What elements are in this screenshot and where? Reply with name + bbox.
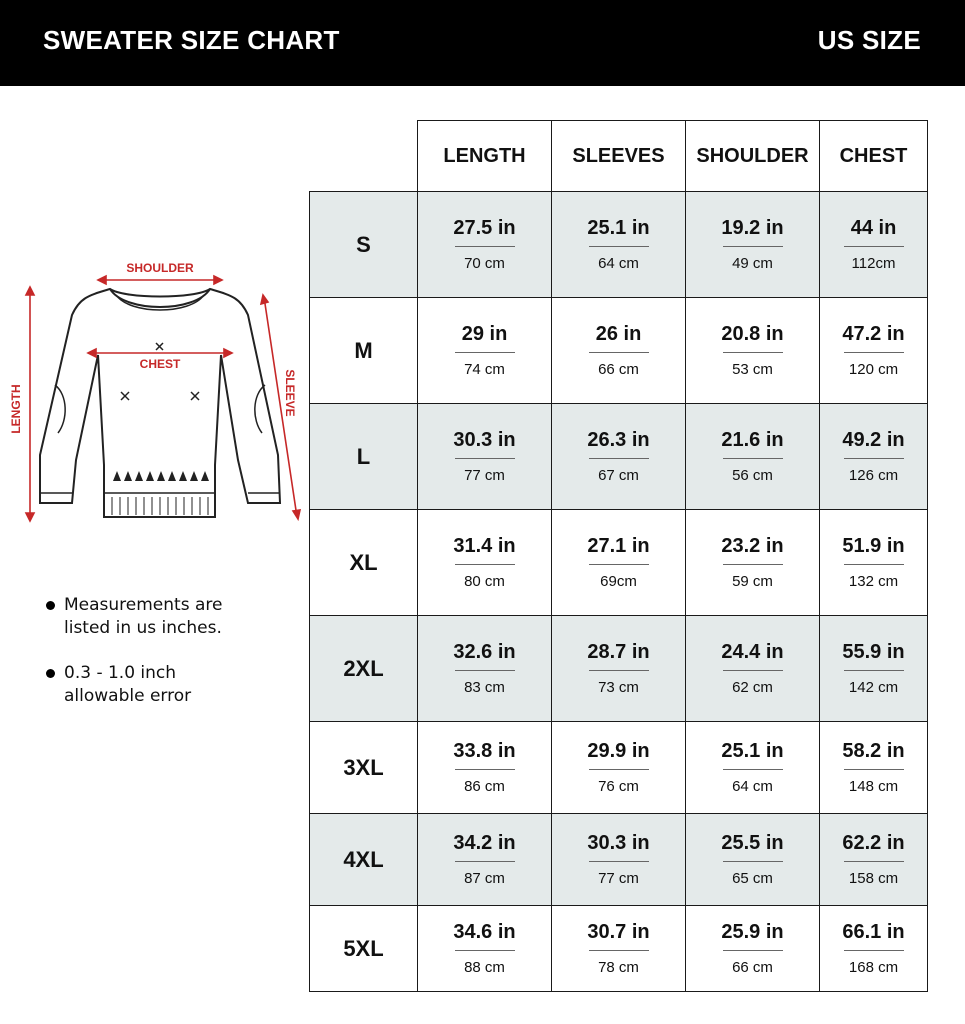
value-divider — [455, 458, 515, 459]
measurement-cell-length — [418, 906, 552, 992]
value-divider — [723, 950, 783, 951]
note-text: 0.3 - 1.0 inch allowable error — [64, 663, 192, 706]
size-label: 5XL — [310, 906, 418, 992]
sleeve-label: SLEEVE — [283, 369, 297, 417]
table-row — [310, 192, 928, 298]
table-header-row — [310, 121, 928, 192]
cm-value: 76 cm — [598, 778, 639, 795]
cm-value: 49 cm — [732, 255, 773, 272]
cm-value: 77 cm — [598, 870, 639, 887]
inches-value: 58.2 in — [842, 740, 905, 762]
note-item — [44, 662, 304, 708]
measurement-cell-length — [418, 192, 552, 298]
measurement-cell-length — [418, 616, 552, 722]
value-divider — [589, 458, 649, 459]
header-bar — [0, 0, 965, 86]
value-divider — [723, 246, 783, 247]
inches-value: 33.8 in — [453, 740, 516, 762]
inches-value: 25.9 in — [721, 921, 784, 943]
chart-title: SWEATER SIZE CHART — [43, 25, 340, 55]
measurement-cell-sleeves — [552, 510, 686, 616]
value-divider — [723, 458, 783, 459]
measurement-cell-chest — [820, 192, 928, 298]
sweater-illustration — [40, 289, 280, 517]
measurement-cell-shoulder — [686, 298, 820, 404]
measurement-cell-length — [418, 404, 552, 510]
inches-value: 34.6 in — [453, 921, 516, 943]
cm-value: 70 cm — [464, 255, 505, 272]
value-divider — [723, 769, 783, 770]
column-header-sleeves: SLEEVES — [552, 121, 686, 192]
value-divider — [723, 564, 783, 565]
size-label: XL — [310, 510, 418, 616]
measurement-cell-length — [418, 722, 552, 814]
inches-value: 29.9 in — [587, 740, 650, 762]
size-label: M — [310, 298, 418, 404]
measurement-cell-chest — [820, 616, 928, 722]
inches-value: 34.2 in — [453, 832, 516, 854]
inches-value: 66.1 in — [842, 921, 905, 943]
chest-label: CHEST — [139, 357, 181, 371]
measurement-cell-length — [418, 298, 552, 404]
note-item — [44, 594, 304, 640]
value-divider — [723, 670, 783, 671]
cm-value: 65 cm — [732, 870, 773, 887]
cm-value: 88 cm — [464, 959, 505, 976]
value-divider — [455, 564, 515, 565]
inches-value: 25.1 in — [587, 217, 650, 239]
cm-value: 112cm — [851, 255, 896, 272]
cm-value: 74 cm — [464, 361, 505, 378]
value-divider — [844, 861, 904, 862]
value-divider — [455, 352, 515, 353]
cm-value: 66 cm — [732, 959, 773, 976]
table-row — [310, 906, 928, 992]
cm-value: 62 cm — [732, 679, 773, 696]
measurement-cell-shoulder — [686, 404, 820, 510]
cm-value: 168 cm — [848, 959, 899, 976]
note-text: Measurements are listed in us inches. — [64, 595, 223, 638]
measurement-cell-shoulder — [686, 814, 820, 906]
measurement-cell-shoulder — [686, 906, 820, 992]
value-divider — [455, 769, 515, 770]
value-divider — [589, 670, 649, 671]
inches-value: 30.3 in — [453, 429, 516, 451]
value-divider — [589, 352, 649, 353]
inches-value: 27.5 in — [453, 217, 516, 239]
cm-value: 78 cm — [598, 959, 639, 976]
table-row — [310, 814, 928, 906]
cm-value: 126 cm — [848, 467, 899, 484]
inches-value: 25.5 in — [721, 832, 784, 854]
measurement-cell-shoulder — [686, 616, 820, 722]
column-header-length: LENGTH — [418, 121, 552, 192]
value-divider — [844, 564, 904, 565]
measurement-cell-shoulder — [686, 722, 820, 814]
inches-value: 32.6 in — [453, 641, 516, 663]
value-divider — [723, 861, 783, 862]
measurement-cell-chest — [820, 404, 928, 510]
cm-value: 77 cm — [464, 467, 505, 484]
inches-value: 24.4 in — [721, 641, 784, 663]
size-label: S — [310, 192, 418, 298]
size-label: 3XL — [310, 722, 418, 814]
cm-value: 64 cm — [732, 778, 773, 795]
cm-value: 64 cm — [598, 255, 639, 272]
cm-value: 56 cm — [732, 467, 773, 484]
value-divider — [844, 670, 904, 671]
bullet-icon — [46, 669, 55, 678]
shoulder-label: SHOULDER — [126, 261, 194, 275]
inches-value: 21.6 in — [721, 429, 784, 451]
sweater-diagram — [0, 255, 310, 530]
cm-value: 67 cm — [598, 467, 639, 484]
size-label: 2XL — [310, 616, 418, 722]
inches-value: 19.2 in — [721, 217, 784, 239]
inches-value: 26.3 in — [587, 429, 650, 451]
column-header-shoulder: SHOULDER — [686, 121, 820, 192]
measurement-cell-chest — [820, 510, 928, 616]
measurement-cell-length — [418, 510, 552, 616]
inches-value: 20.8 in — [721, 323, 784, 345]
value-divider — [844, 950, 904, 951]
size-region-label: US SIZE — [817, 25, 921, 55]
measurement-cell-sleeves — [552, 722, 686, 814]
table-row — [310, 404, 928, 510]
measurement-cell-sleeves — [552, 906, 686, 992]
size-label: L — [310, 404, 418, 510]
value-divider — [589, 861, 649, 862]
column-header-chest: CHEST — [820, 121, 928, 192]
value-divider — [589, 564, 649, 565]
inches-value: 62.2 in — [842, 832, 905, 854]
measurement-cell-sleeves — [552, 616, 686, 722]
value-divider — [844, 352, 904, 353]
value-divider — [455, 246, 515, 247]
measurement-cell-sleeves — [552, 404, 686, 510]
inches-value: 23.2 in — [721, 535, 784, 557]
value-divider — [844, 458, 904, 459]
value-divider — [589, 246, 649, 247]
measurement-cell-chest — [820, 906, 928, 992]
table-corner — [310, 121, 418, 192]
value-divider — [844, 246, 904, 247]
cm-value: 80 cm — [464, 573, 505, 590]
measurement-cell-chest — [820, 814, 928, 906]
table-row — [310, 722, 928, 814]
inches-value: 27.1 in — [587, 535, 650, 557]
inches-value: 47.2 in — [842, 323, 905, 345]
bullet-icon — [46, 601, 55, 610]
cm-value: 132 cm — [848, 573, 899, 590]
measurement-cell-chest — [820, 722, 928, 814]
value-divider — [589, 950, 649, 951]
size-label: 4XL — [310, 814, 418, 906]
cm-value: 148 cm — [848, 778, 899, 795]
value-divider — [844, 769, 904, 770]
inches-value: 30.7 in — [587, 921, 650, 943]
cm-value: 83 cm — [464, 679, 505, 696]
value-divider — [723, 352, 783, 353]
table-row — [310, 510, 928, 616]
measurement-cell-sleeves — [552, 192, 686, 298]
value-divider — [455, 861, 515, 862]
measurement-cell-chest — [820, 298, 928, 404]
inches-value: 51.9 in — [842, 535, 905, 557]
cm-value: 87 cm — [464, 870, 505, 887]
inches-value: 49.2 in — [842, 429, 905, 451]
cm-value: 53 cm — [732, 361, 773, 378]
notes — [44, 594, 304, 730]
cm-value: 86 cm — [464, 778, 505, 795]
table-row — [310, 298, 928, 404]
inches-value: 44 in — [850, 217, 897, 239]
measurement-cell-length — [418, 814, 552, 906]
cm-value: 158 cm — [848, 870, 899, 887]
measurement-cell-sleeves — [552, 814, 686, 906]
value-divider — [589, 769, 649, 770]
inches-value: 31.4 in — [453, 535, 516, 557]
cm-value: 66 cm — [598, 361, 639, 378]
cm-value: 59 cm — [732, 573, 773, 590]
length-label: LENGTH — [9, 384, 23, 434]
inches-value: 25.1 in — [721, 740, 784, 762]
table-row — [310, 616, 928, 722]
measurement-cell-shoulder — [686, 192, 820, 298]
measurement-cell-shoulder — [686, 510, 820, 616]
inches-value: 26 in — [595, 323, 642, 345]
inches-value: 28.7 in — [587, 641, 650, 663]
cm-value: 120 cm — [848, 361, 899, 378]
value-divider — [455, 670, 515, 671]
inches-value: 55.9 in — [842, 641, 905, 663]
cm-value: 69cm — [600, 573, 637, 590]
value-divider — [455, 950, 515, 951]
cm-value: 73 cm — [598, 679, 639, 696]
size-table — [309, 120, 928, 992]
inches-value: 29 in — [461, 323, 508, 345]
cm-value: 142 cm — [848, 679, 899, 696]
inches-value: 30.3 in — [587, 832, 650, 854]
measurement-cell-sleeves — [552, 298, 686, 404]
